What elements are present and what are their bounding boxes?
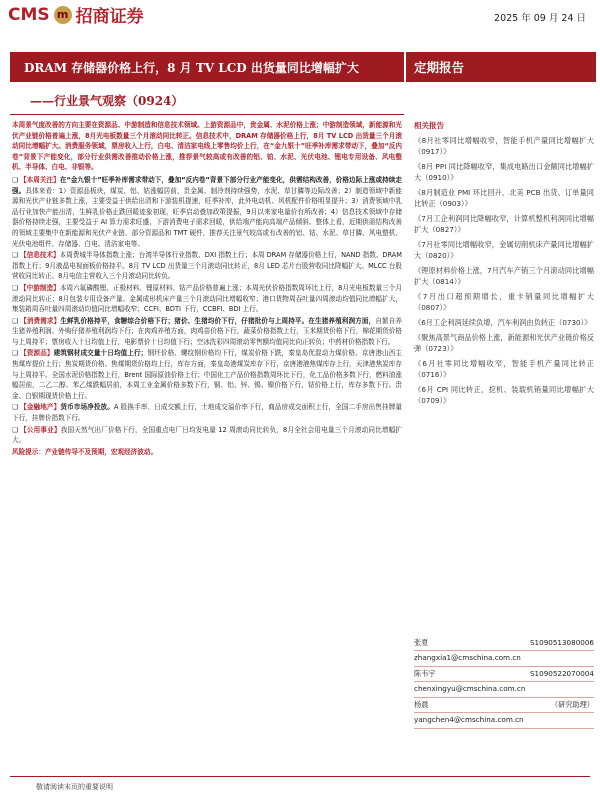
- bullet-text: 具体来看：1）资源品板块，煤炭、铝、钴涨幅居前，贵金属、制冷剂持续强势，水泥、草甘膦等边际改善；2）制造领域中新能源和光伏产业链多数上涨，主要受益于供给出清和下游装机提速，旺季补库，此外电动机、风机配件价格明显提升；3）消费领域中乳品行业加快产能出清，生鲜乳价格止跌回暖迹象初现，旺季启动叠加政策提振，9月以来家电量价有所改善；4）信息技术领域中存储器价格持续走强，主要受益于 AI 算力需求旺盛，下游消费电子需求回暖，供给端产能向高端产品倾斜。整体上看，近期供需结构改善的领域主要集中在新能源和光伏产业链、部分资源品和 TMT 硬件，推荐关注景气较高或有改善的铝、钴、水泥、草甘膦、风电整机、光伏电池组件、存储器、白电、清洁家电等。: [12, 186, 402, 248]
- footer-note: 敬请阅读末页的重要说明: [36, 783, 113, 791]
- bullet-label: 【资源品】: [20, 349, 54, 358]
- related-report-link[interactable]: 《8月制造业 PMI 环比回升，北美 PCB 出货、订单量同比转正（0903）》: [414, 188, 594, 208]
- related-report-link[interactable]: 《8月社零同比增幅收窄，智能手机产量同比增幅扩大（0917）》: [414, 136, 594, 156]
- footer-divider: [10, 776, 590, 777]
- square-bullet-icon: ❑: [12, 283, 21, 292]
- related-report-link[interactable]: 《7月出口超预期增长，重卡销量同比增幅扩大（0807）》: [414, 292, 594, 312]
- bullet-text: A 股换手率、日成交额上行，土地成交溢价率下行，商品房成交面积上行，全国二手房出售挂牌量下行，挂牌价指数下行。: [12, 403, 403, 423]
- report-title: DRAM 存储器价格上行，8 月 TV LCD 出货量同比增幅扩大: [10, 52, 404, 82]
- bullet-label: 【公用事业】: [20, 425, 61, 434]
- bullet-text: 我国天然气出厂价格下行，全国重点电厂日均发电量 12 周滚动同比转负，8月全社会用电量三个月滚动同比增幅扩大。: [12, 425, 402, 445]
- related-reports-title: 相关报告: [414, 121, 444, 130]
- bullet-text: 本周六氟磷酸锂、正极材料、锂原材料、钴产品价格普遍上涨；本周光伏价格指数周环比上行，8月光电板数量三个月滚动同比转正；8月包装专用设备产量、金属成形机床产量三个月滚动同比增幅收窄；港口货物周吞吐量四周滚动均值同比增幅扩大，集装箱周吞吐量四周滚动均值同比增幅收窄；CCFI、BDTI 下行，CCBFI、BDI 上行。: [12, 283, 402, 314]
- bullet-item: [12, 175, 402, 249]
- bullet-emphasis: 货币市场净投放。: [60, 403, 114, 412]
- analyst-row: [414, 698, 594, 713]
- bullet-item: [12, 425, 402, 446]
- bullet-text: 本周费城半导体指数上涨；台湾半导体行业指数、DXI 指数上行；本周 DRAM 存储器价格上行，NAND 指数、DRAM 指数上行；9月液晶电视面板价格持平。8月 TV LCD 出货量三个月滚动同比转正，8月 LED 芯片台股营收同比降幅扩大。MLCC 台股营收同比转正。8月电信主营收入三个月滚动同比转负。: [12, 251, 402, 281]
- bullet-emphasis: 建筑钢材成交量十日均值上行；: [53, 349, 148, 358]
- analyst-id: S1090513080006: [529, 638, 594, 647]
- related-report-link[interactable]: 《锂原材料价格上涨，7月汽车产销三个月滚动同比增幅扩大（0814）》: [414, 266, 594, 286]
- bullet-label: 【中游制造】: [20, 283, 60, 292]
- analyst-email[interactable]: zhangxia1@cmschina.com.cn: [414, 651, 594, 667]
- bullet-label: 【消费需求】: [20, 316, 61, 325]
- bullet-item: [12, 283, 402, 315]
- analyst-list: [414, 636, 594, 729]
- related-report-link[interactable]: 《6月 CPI 同比转正，挖机、装载机销量同比增幅扩大（0709）》: [414, 385, 594, 405]
- analyst-id: （研究助理）: [550, 700, 594, 709]
- bullet-item: [12, 402, 402, 423]
- report-type-tag: 定期报告: [406, 52, 596, 82]
- analyst-name: 杨晨: [414, 700, 429, 709]
- bullet-label: 【金融地产】: [20, 403, 61, 412]
- report-date: 2025 年 09 月 24 日: [494, 13, 586, 24]
- logo: [8, 2, 144, 27]
- analyst-name: 陈韦宇: [414, 669, 436, 678]
- square-bullet-icon: ❑: [12, 425, 21, 434]
- analyst-name: 张夏: [414, 638, 429, 647]
- square-bullet-icon: ❑: [12, 403, 21, 412]
- bullet-item: [12, 250, 402, 282]
- analyst-row: [414, 667, 594, 682]
- bullet-item: [12, 348, 402, 401]
- bullet-text: 自繁自养生猪养殖利润、外购仔猪养殖利润均下行；在肉鸡养殖方面，肉鸡苗价格下行，蔬菜价格指数上行，玉米期货价格下行，棉花期货价格与上周持平；票房收入十日均值上行，电影票价十日均值下行；空冰洗彩四周滚动零售额均值同比向正转负；中药材价格指数下行。: [12, 316, 403, 346]
- square-bullet-icon: ❑: [12, 316, 21, 325]
- related-report-link[interactable]: 《8月 PPI 同比降幅收窄，集成电路出口金额同比增幅扩大（0910）》: [414, 162, 594, 182]
- page-header: [0, 0, 600, 34]
- summary-paragraph: 本周景气度改善的方向主要在资源品、中游制造和信息技术领域。上游资源品中，贵金属、水泥价格上涨；中游制造领域，新能源和光伏产业链价格普遍上涨，8月光电板数量三个月滚动同比转正。信息技术中，DRAM 存储器价格上行，8月 TV LCD 出货量三个月滚动同比增幅扩大。消费服务领域，票房收入上行，白电、清洁家电线上零售均价上行，在“金九银十”旺季补库需求带动下，叠加“反内卷”背景下产能变化，部分行业供需改善推动价格上涨，推荐景气较高或有改善的铝、铂、水泥、光伏电池、锂电专用设备、风电整机、半导体、白电、非银等。: [12, 121, 402, 172]
- bullet-label: 【信息技术】: [20, 251, 60, 260]
- risk-warning: 风险提示：产业链传导不及预期，宏观经济波动。: [12, 447, 158, 456]
- square-bullet-icon: ❑: [12, 175, 21, 184]
- related-report-link[interactable]: 《7月工企利润同比降幅收窄，计算机整机利润同比增幅扩大（0827）》: [414, 214, 594, 234]
- square-bullet-icon: ❑: [12, 349, 21, 358]
- bullet-emphasis: 在“金九银十”旺季补库需求带动下，叠加“反内卷”背景下部分行业产能变化，供需结构改善，价格边际上涨或持续走强。: [12, 175, 402, 195]
- sidebar: [414, 120, 594, 410]
- divider: [10, 114, 404, 115]
- main-content: [12, 120, 402, 457]
- related-reports-list: [414, 135, 594, 406]
- logo-text: CMS: [8, 4, 50, 25]
- analyst-email[interactable]: chenxingyu@cmschina.com.cn: [414, 682, 594, 698]
- logo-badge-icon: m: [54, 6, 72, 24]
- logo-cn-text: 招商证券: [75, 7, 144, 27]
- report-subtitle: ——行业景气观察（0924）: [30, 94, 184, 108]
- analyst-id: S1090522070004: [529, 669, 594, 678]
- related-report-link[interactable]: 《聚焦高景气商品价格上涨，新能源和光伏产业链价格反弹（0723）》: [414, 333, 594, 353]
- analyst-row: [414, 636, 594, 651]
- related-report-link[interactable]: 《6月工企利润延续负增，汽车利润由负转正（0730）》: [414, 318, 592, 327]
- related-report-link[interactable]: 《7月社零同比增幅收窄，金属切削机床产量同比增幅扩大（0820）》: [414, 240, 594, 260]
- related-report-link[interactable]: 《6月社零同比增幅收窄，智能手机产量同比转正（0716）》: [414, 359, 594, 379]
- bullet-list: [12, 175, 402, 446]
- bullet-text: 钢坯价格、螺纹钢价格均下行，煤炭价格下跌，秦皇岛优混动力煤价格、京唐港山西主焦煤库提价上行；焦炭期货价格、焦煤期货价格均上行，库存方面，秦皇岛港煤炭库存下行，京唐港港焦煤库存上行，天津港焦炭库存与上周持平。全国水泥价格指数上行，Brent 国际原油价格上行；中国化工产品价格指数周环比下行，化工品价格多数下行，燃料油涨幅居前，二乙二醇、苯乙烯跌幅居前，本周工业金属价格多数下行，铜、铝、锌、锡、镍价格下行，钴价格上行，库存多数下行。贵金、白银期现货价格上行。: [12, 349, 403, 400]
- bullet-item: [12, 316, 402, 348]
- bullet-label: 【本周关注】: [20, 175, 60, 184]
- analyst-email[interactable]: yangchen4@cmschina.com.cn: [414, 713, 594, 729]
- square-bullet-icon: ❑: [12, 251, 21, 260]
- bullet-emphasis: 生鲜乳价格持平，食糖综合价格下行；猪价、生猪均价下行，仔猪批价与上周持平。在生猪养殖利润方面，: [60, 316, 376, 325]
